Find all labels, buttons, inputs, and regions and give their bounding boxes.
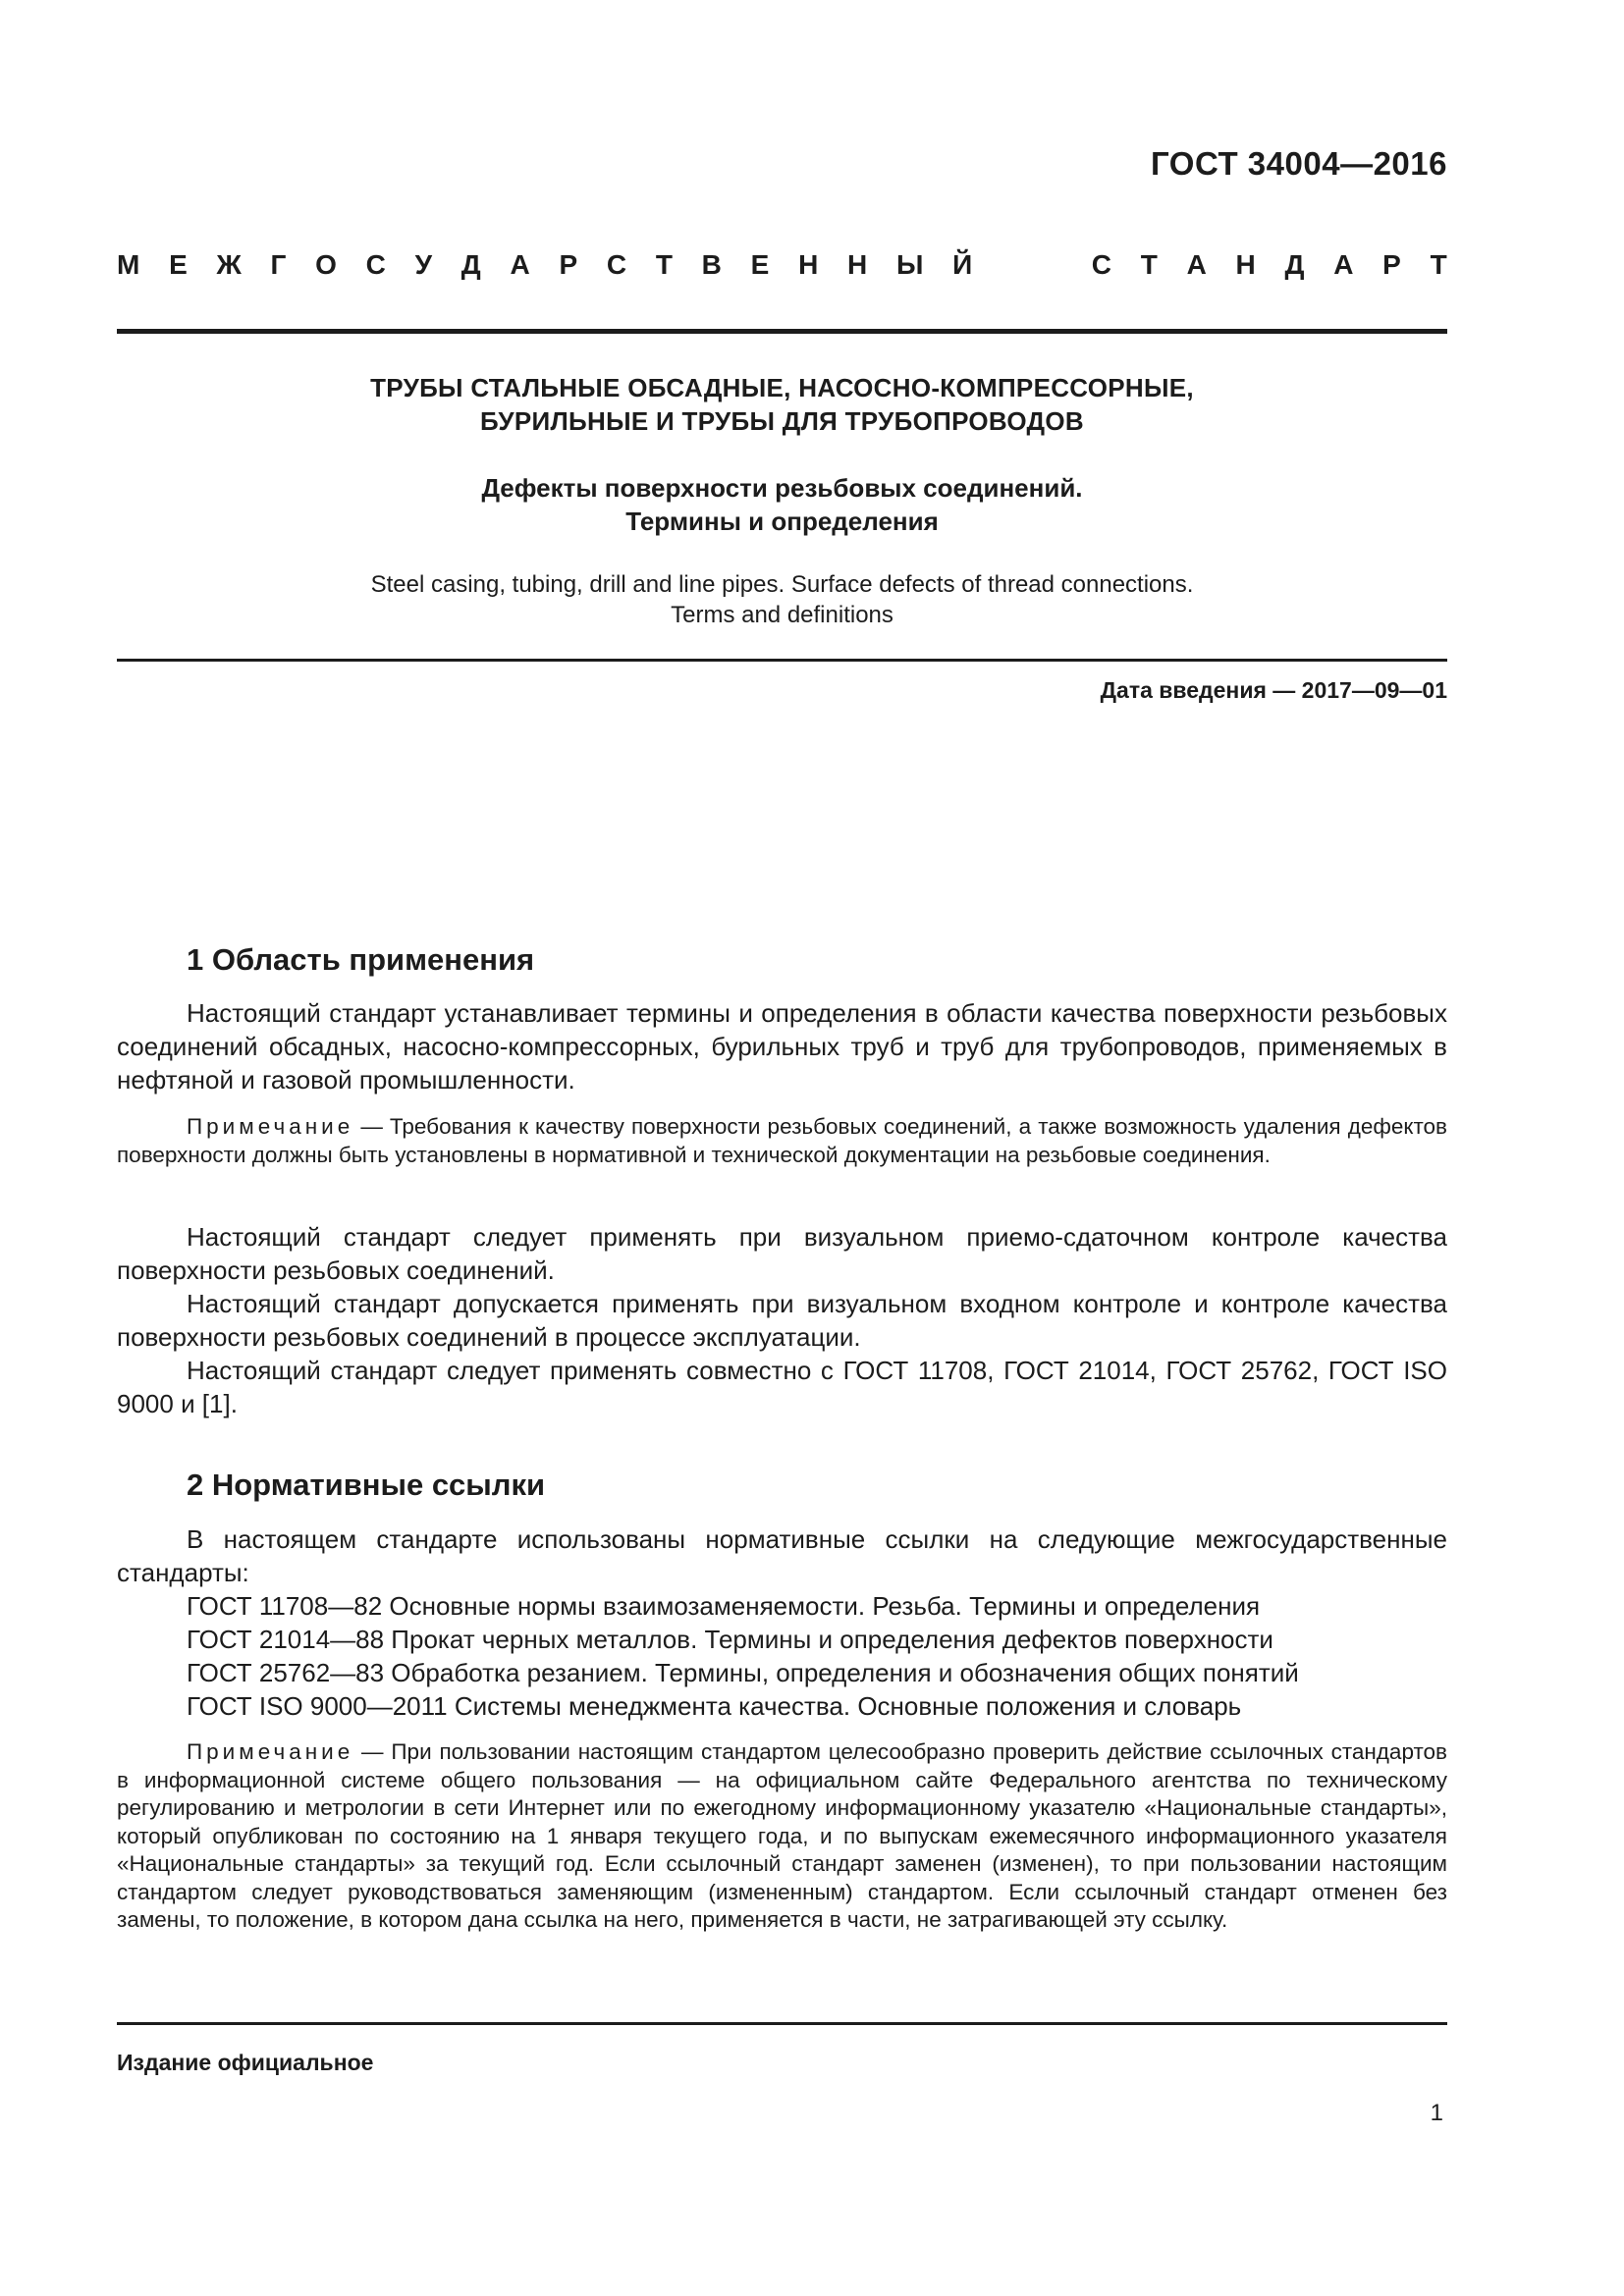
banner-letter: Т	[1430, 249, 1447, 280]
footer-rule	[117, 2022, 1447, 2025]
scope-paragraph: Настоящий стандарт следует применять при визуальном приемо-сдаточном контроле качества поверхности резьбовых соединений.	[117, 1222, 1447, 1285]
note-text: — Требования к качеству поверхности резьбовых соединений, а также возможность удаления дефектов поверхности должны быть установлены в нормативной и технической документации на резьбовые соединения.	[117, 1114, 1447, 1167]
scope-paragraph: Настоящий стандарт устанавливает термины и определения в области качества поверхности резьбовых соединений обсадных, насосно-компрессорных, бурильных труб и труб для трубопроводов, применяемых в нефтяной и газовой промышленности.	[117, 998, 1447, 1095]
banner-letter: Е	[169, 249, 188, 280]
header-rule	[117, 329, 1447, 334]
banner-letter: Р	[1382, 249, 1401, 280]
english-title-line: Terms and definitions	[671, 602, 893, 628]
english-title-line: Steel casing, tubing, drill and line pipes. Surface defects of thread connections.	[370, 571, 1194, 598]
gost-number: ГОСТ 34004—2016	[1151, 145, 1447, 182]
title-rule	[117, 659, 1447, 662]
banner-letter: Р	[559, 249, 578, 280]
banner-letter: У	[414, 249, 433, 280]
note-label: Примечание	[187, 1114, 354, 1139]
reference-list	[187, 1589, 1453, 1723]
banner-letter: Д	[1284, 249, 1305, 280]
banner-letter: В	[701, 249, 722, 280]
banner-letter: Й	[952, 249, 973, 280]
banner-letter: О	[315, 249, 337, 280]
section-heading-scope: 1 Область применения	[187, 942, 535, 977]
title-line: БУРИЛЬНЫЕ И ТРУБЫ ДЛЯ ТРУБОПРОВОДОВ	[480, 406, 1084, 436]
document-subtitle	[117, 471, 1447, 538]
title-line: ТРУБЫ СТАЛЬНЫЕ ОБСАДНЫЕ, НАСОСНО-КОМПРЕССОРНЫЕ,	[370, 373, 1194, 402]
banner-word-gap	[1001, 249, 1062, 281]
references-note	[117, 1738, 1447, 1935]
banner-letter: Н	[798, 249, 819, 280]
section-heading-references: 2 Нормативные ссылки	[187, 1468, 546, 1502]
scope-paragraph: Настоящий стандарт следует применять совместно с ГОСТ 11708, ГОСТ 21014, ГОСТ 25762, ГОСТ ISO 9000 и [1].	[117, 1356, 1447, 1418]
subtitle-line: Термины и определения	[625, 507, 939, 536]
banner-letter: Н	[847, 249, 868, 280]
banner-letter: А	[1333, 249, 1354, 280]
reference-item: ГОСТ 21014—88 Прокат черных металлов. Термины и определения дефектов поверхности	[187, 1625, 1273, 1654]
page-number: 1	[1430, 2100, 1443, 2126]
interstate-standard-banner	[117, 249, 1447, 281]
banner-letter: Е	[750, 249, 770, 280]
banner-letter: С	[365, 249, 386, 280]
banner-letter: Г	[270, 249, 287, 280]
introduction-date: Дата введения — 2017—09—01	[1100, 677, 1447, 703]
banner-letter: Т	[655, 249, 673, 280]
reference-item: ГОСТ ISO 9000—2011 Системы менеджмента качества. Основные положения и словарь	[187, 1691, 1242, 1721]
banner-letter: А	[510, 249, 530, 280]
banner-letter: С	[1091, 249, 1111, 280]
note-text: — При пользовании настоящим стандартом целесообразно проверить действие ссылочных стандартов в информационной системе общего пользования — на официальном сайте Федерального агентства по техническому регулированию и метрологии в сети Интернет или по ежегодному информационному указателю «Национальные стандарты», который опубликован по состоянию на 1 января текущего года, и по выпускам ежемесячного информационного указателя «Национальные стандарты» за текущий год. Если ссылочный стандарт заменен (изменен), то при пользовании настоящим стандартом следует руководствоваться заменяющим (измененным) стандартом. Если ссылочный стандарт отменен без замены, то положение, в котором дана ссылка на него, применяется в части, не затрагивающей эту ссылку.	[117, 1739, 1447, 1932]
document-title	[117, 371, 1447, 438]
banner-letter: С	[606, 249, 627, 280]
subtitle-line: Дефекты поверхности резьбовых соединений.	[481, 473, 1083, 503]
note-label: Примечание	[187, 1739, 354, 1764]
banner-letter: Ж	[216, 249, 242, 280]
banner-letter: Н	[1235, 249, 1256, 280]
banner-letter: Т	[1140, 249, 1158, 280]
official-edition-label: Издание официальное	[117, 2050, 374, 2075]
reference-item: ГОСТ 25762—83 Обработка резанием. Термины, определения и обозначения общих понятий	[187, 1658, 1299, 1687]
banner-letter: Д	[460, 249, 481, 280]
reference-item: ГОСТ 11708—82 Основные нормы взаимозаменяемости. Резьба. Термины и определения	[187, 1591, 1261, 1621]
banner-letter: А	[1186, 249, 1207, 280]
english-title	[117, 569, 1447, 630]
scope-note	[117, 1113, 1447, 1169]
references-paragraph: В настоящем стандарте использованы нормативные ссылки на следующие межгосударственные стандарты:	[117, 1524, 1447, 1587]
scope-paragraph: Настоящий стандарт допускается применять при визуальном входном контроле и контроле качества поверхности резьбовых соединений в процессе эксплуатации.	[117, 1289, 1447, 1352]
banner-letter: Ы	[896, 249, 924, 280]
banner-letter: М	[117, 249, 140, 280]
